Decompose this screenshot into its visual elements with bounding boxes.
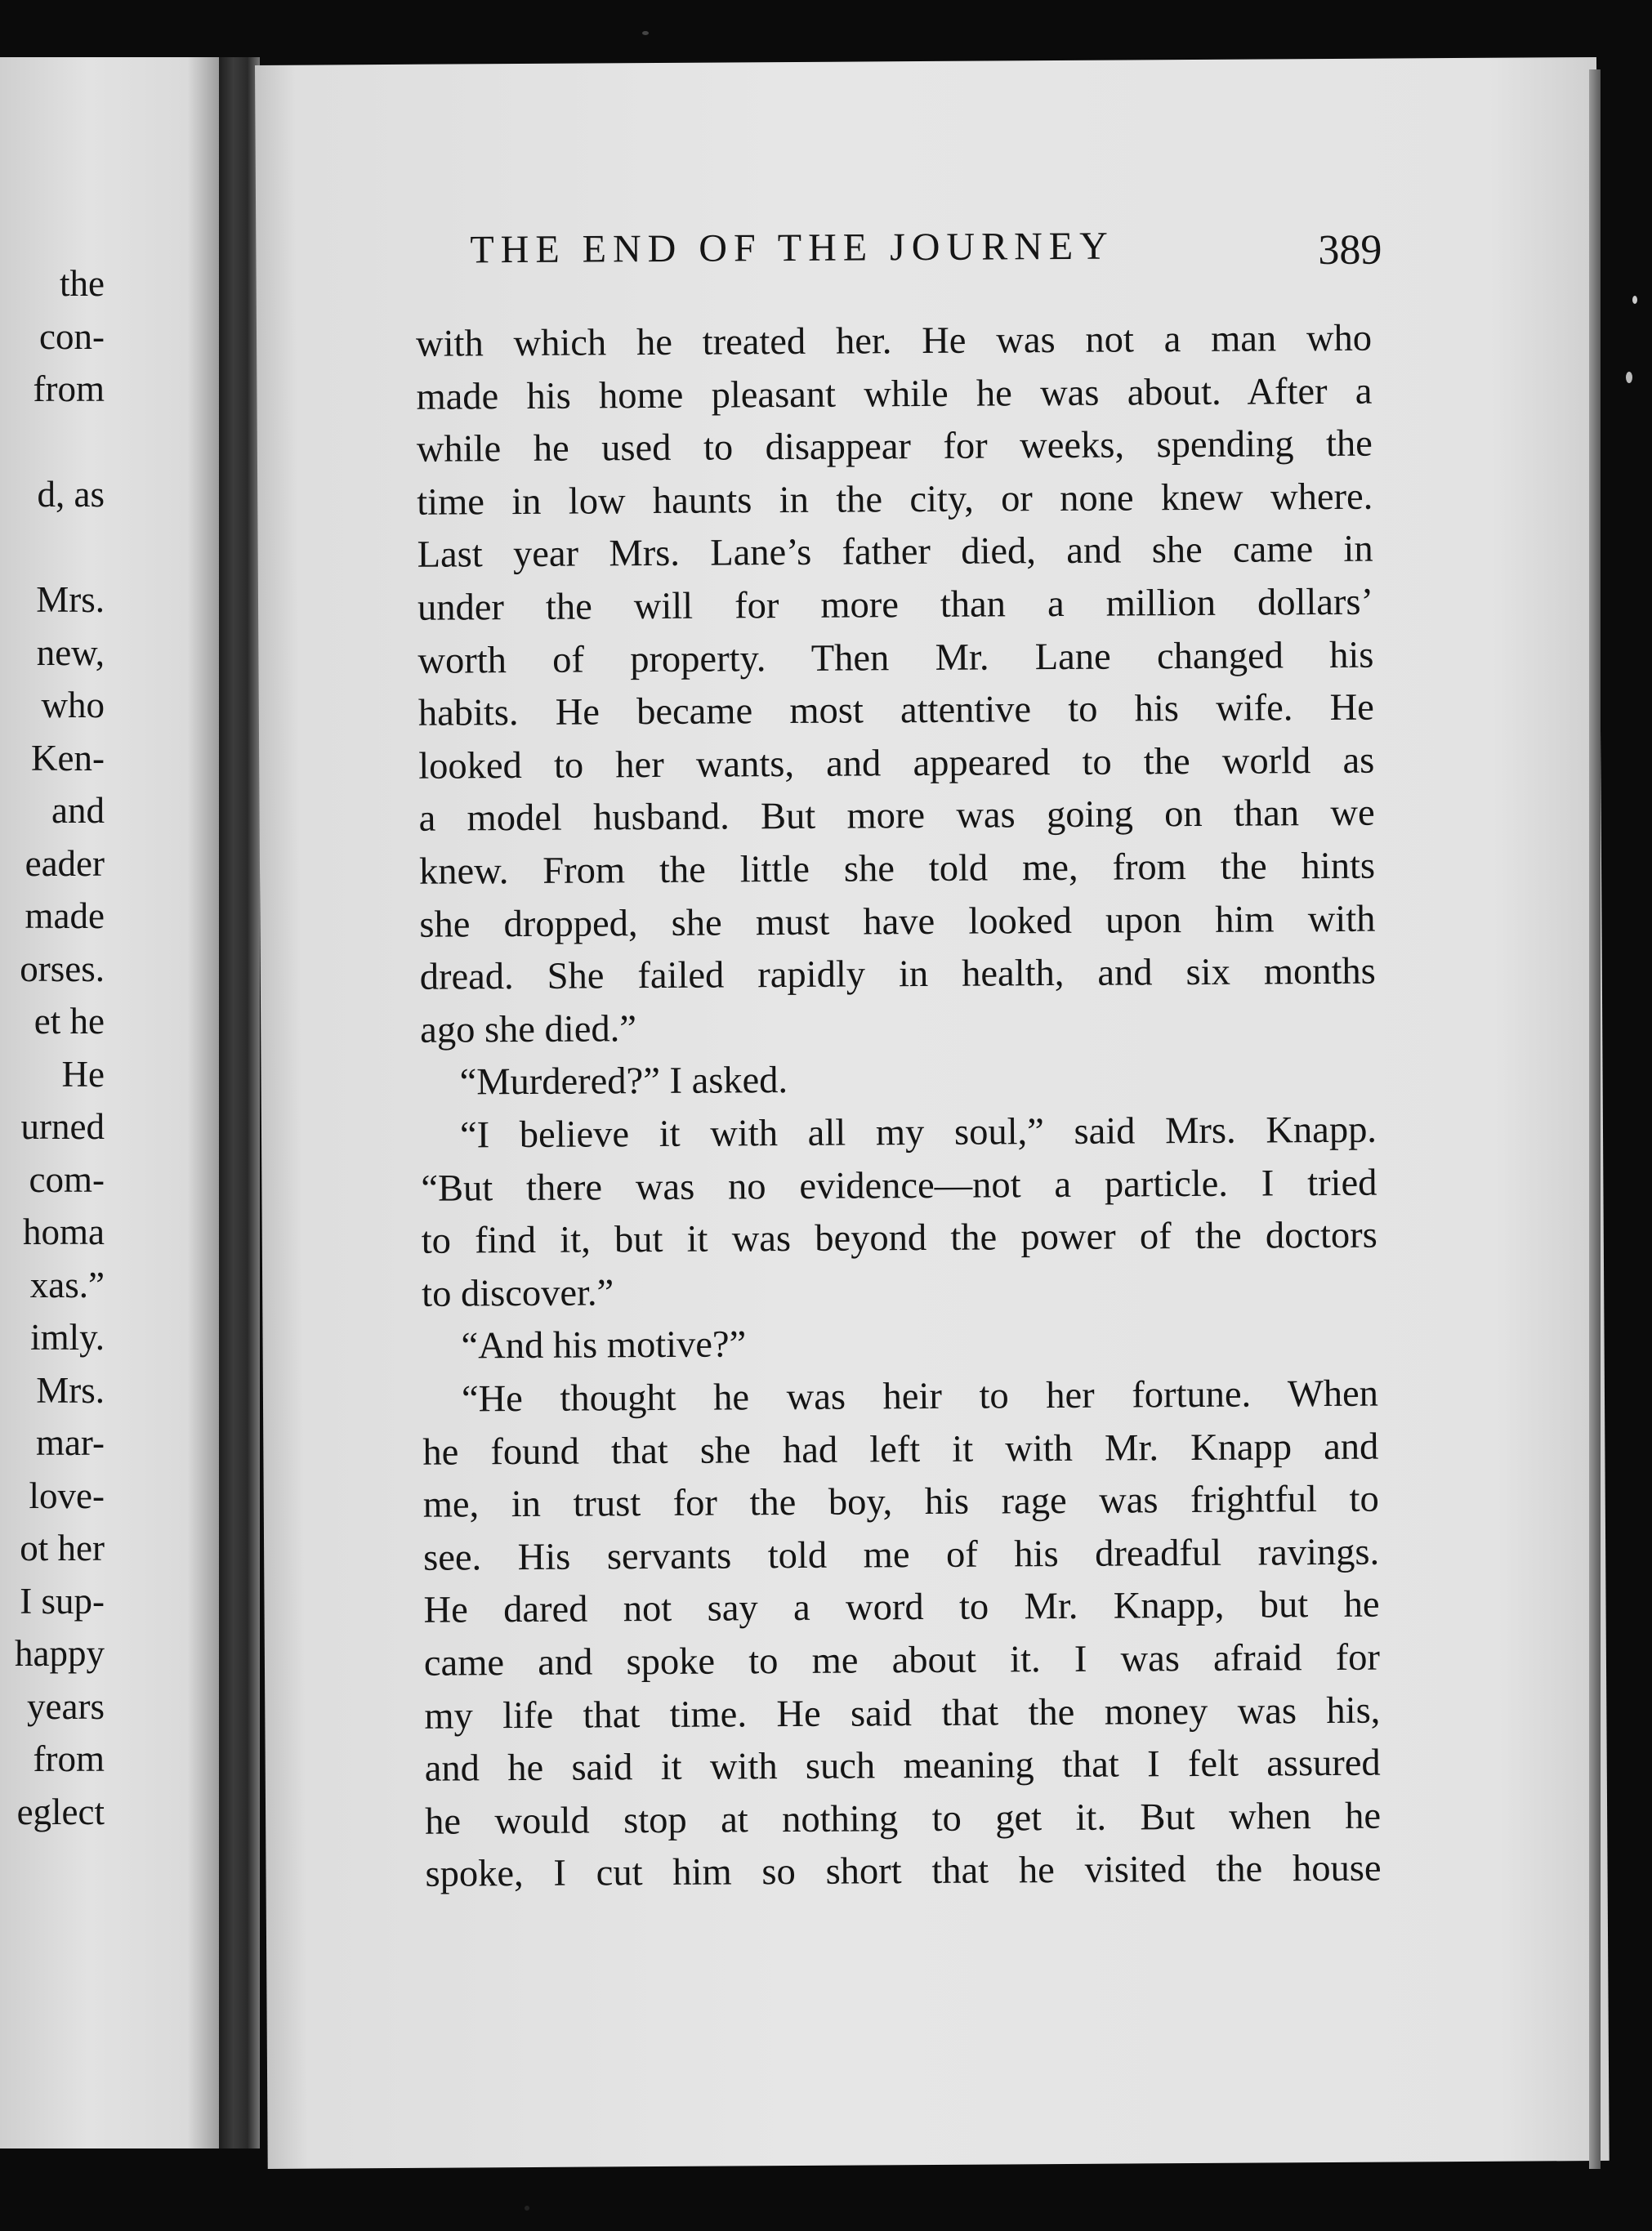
body-text-line: came and spoke to me about it. I was afraid for (423, 1636, 1381, 1684)
left-page-line: He (61, 1053, 105, 1095)
body-text-line: time in low haunts in the city, or none knew where. (417, 475, 1373, 524)
scan-speck (1626, 372, 1632, 383)
body-text-line: while he used to disappear for weeks, spending the (416, 422, 1373, 471)
body-text-line: looked to her wants, and appeared to the world as (418, 739, 1375, 788)
left-page-line: and (51, 790, 105, 831)
left-page-line: orses. (20, 948, 105, 989)
left-page-line: eader (25, 842, 105, 884)
left-page-line: ot her (20, 1528, 105, 1568)
body-text-line: dread. She failed rapidly in health, and six months (419, 950, 1376, 998)
body-text-line: my life that time. He said that the money was his, (424, 1689, 1381, 1738)
left-page-line: who (41, 685, 105, 725)
body-text-line: to discover.” (422, 1272, 614, 1315)
body-text-line: spoke, I cut him so short that he visited the house (425, 1848, 1382, 1896)
scan-speck (525, 2206, 529, 2211)
body-text-line: he found that she had left it with Mr. Knapp and (422, 1426, 1379, 1474)
body-text-line: ago she died.” (420, 1007, 637, 1051)
body-text-line: see. His servants told me of his dreadful ravings. (423, 1531, 1380, 1579)
left-page-line: love- (29, 1475, 105, 1516)
left-page-line: d, as (37, 474, 105, 515)
body-text-line: knew. From the little she told me, from the hints (418, 845, 1376, 893)
page-edge (1589, 69, 1601, 2169)
left-page-line: homa (23, 1211, 105, 1252)
body-text-line: made his home pleasant while he was about. After a (416, 370, 1373, 418)
running-head: THE END OF THE JOURNEY (470, 224, 1114, 272)
left-page-line: made (25, 895, 105, 936)
left-page-line: new, (36, 631, 105, 673)
left-page-line: eglect (16, 1791, 105, 1832)
left-page-line: imly. (30, 1317, 105, 1358)
left-page-line: from (33, 368, 105, 409)
left-page-fragment (0, 57, 221, 2148)
body-text-line: “I believe it with all my soul,” said Mrs. Knapp. (459, 1109, 1377, 1157)
body-text-line: me, in trust for the boy, his rage was frightful to (422, 1478, 1379, 1526)
left-page-line: et he (33, 1001, 105, 1042)
body-text-line: “And his motive?” (461, 1323, 747, 1368)
scan-speck (642, 31, 649, 35)
left-page-line: Mrs. (36, 1369, 105, 1411)
left-page-line: from (33, 1738, 105, 1779)
left-page-line: happy (15, 1633, 105, 1674)
body-text-line: with which he treated her. He was not a man who (415, 317, 1373, 365)
left-page-line: years (27, 1685, 105, 1727)
book-gutter (219, 57, 260, 2148)
body-text-line: habits. He became most attentive to his wife. He (417, 686, 1374, 734)
body-text-line: Last year Mrs. Lane’s father died, and she came in (417, 529, 1373, 577)
body-text-line: a model husband. But more was going on than we (418, 792, 1375, 841)
left-page-line: xas.” (29, 1264, 105, 1305)
body-text-line: she dropped, she must have looked upon him with (419, 898, 1376, 946)
scan-speck (1632, 296, 1637, 304)
body-text-line: and he said it with such meaning that I felt assured (424, 1742, 1381, 1790)
body-text-line: he would stop at nothing to get it. But when he (424, 1795, 1382, 1843)
left-page-line: Mrs. (36, 579, 105, 620)
right-page (255, 57, 1610, 2169)
body-text-line: “But there was no evidence—not a particle. I tried (421, 1162, 1377, 1210)
left-page-line: the (60, 263, 105, 304)
body-text-line: worth of property. Then Mr. Lane changed his (417, 634, 1374, 682)
page-number: 389 (1318, 226, 1382, 274)
body-text-line: to find it, but it was beyond the power of the doctors (421, 1214, 1377, 1262)
left-page-line: mar- (35, 1422, 105, 1463)
body-text-line: “Murdered?” I asked. (459, 1060, 788, 1104)
left-page-line: Ken- (31, 737, 105, 779)
body-text-line: “He thought he was heir to her fortune. When (461, 1372, 1379, 1421)
left-page-line: I sup- (20, 1580, 105, 1622)
left-page-line: urned (20, 1106, 105, 1147)
left-page-line: con- (39, 315, 105, 357)
left-page-line: com- (29, 1158, 105, 1200)
body-text-line: under the will for more than a million dollars’ (417, 581, 1374, 629)
body-text-line: He dared not say a word to Mr. Knapp, but he (423, 1584, 1380, 1632)
